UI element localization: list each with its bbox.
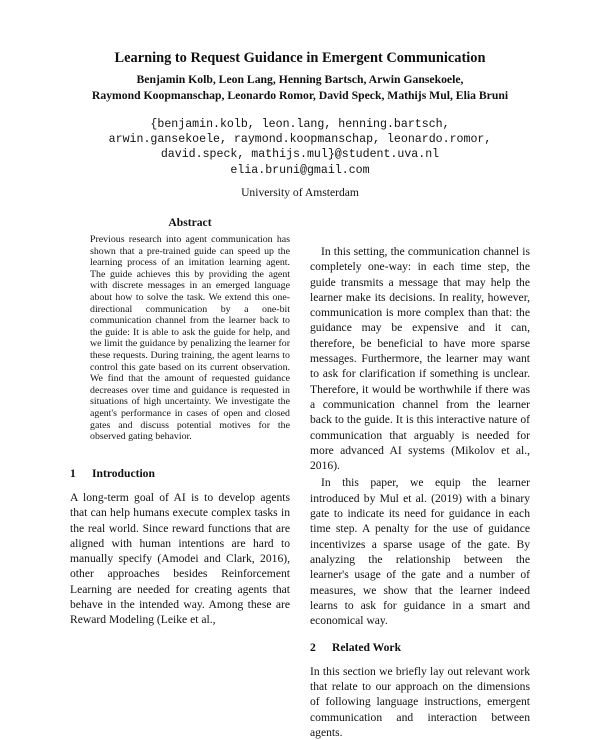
affiliation: University of Amsterdam (241, 186, 359, 199)
emails-line-1: {benjamin.kolb, leon.lang, henning.bartsch, (150, 118, 450, 131)
body-paragraph-1: In this setting, the communication channel is completely one-way: in each time step, the guide transmits a message that may help the learner make its decisions. In reality, however, communication is more complex than that: the guidance may be expensive and it can, therefore, be beneficial to have more sparse messages. Furthermore, the learner may want to ask for clarification if something is unclear. Therefore, it would be worthwhile if there was a communication channel from the learner back to the guide. It is this interactive nature of communication that arguably is needed for more advanced AI systems (Mikolov et al., 2016). (310, 245, 530, 473)
related-work-number: 2 (310, 641, 316, 655)
related-work-heading (310, 640, 530, 655)
paper-title: Learning to Request Guidance in Emergent Communication (114, 50, 486, 66)
emails-line-3: david.speck, mathijs.mul}@student.uva.nl (160, 148, 440, 162)
emails-line-2: arwin.gansekoele, raymond.koopmanschap, leonardo.romor, (108, 133, 492, 147)
authors-line-1: Benjamin Kolb, Leon Lang, Henning Bartsch, Arwin Gansekoele, (136, 73, 464, 86)
author-list (40, 72, 560, 104)
body-paragraph-2: In this paper, we equip the learner introduced by Mul et al. (2019) with a binary gate to indicate its need for guidance in each time step. A penalty for the use of guidance incentivizes a sparse usage of the gate. By analyzing the relationship between the learner's usage of the gate and a number of measures, we show that the learner indeed learns to ask for guidance in a smart and economical way. (310, 476, 530, 628)
introduction-heading (70, 467, 155, 480)
abstract-heading: Abstract (168, 216, 212, 229)
abstract-section (90, 216, 290, 443)
related-work-title: Related Work (332, 641, 402, 655)
abstract-text: Previous research into agent communication has shown that a pre-trained guide can speed up the learning process of an imitation learning agent. The guide achieves this by providing the agent with discrete messages in an emerged language about how to solve the task. We extend this one-directional communication by a one-bit communication channel from the learner back to the guide: It is able to ask the guide for help, and we limit the guidance by penalizing the learner for these requests. During training, the agent learns to control this gate based on its current observation. We find that the amount of requested guidance decreases over time and guidance is requested in situations of high uncertainty. We investigate the agent's performance in cases of open and closed gates and discuss potential motives for the observed gating behavior. (90, 234, 290, 443)
emails-line-4: elia.bruni@gmail.com (230, 163, 370, 177)
introduction-title: Introduction (92, 467, 155, 480)
authors-line-2: Raymond Koopmanschap, Leonardo Romor, David Speck, Mathijs Mul, Elia Bruni (91, 89, 509, 102)
introduction-number: 1 (70, 467, 76, 480)
introduction-text: A long-term goal of AI is to develop agents that can help humans execute complex tasks in the real world. Since reward functions that are aligned with human intentions are hard to manually specify (Amodei and Clark, 2016), other approaches besides Reinforcement Learning are needed for creating agents that behave in the intended way. Among these are Reward Modeling (Leike et al., (70, 491, 290, 627)
right-column (310, 244, 530, 740)
related-work-text: In this section we briefly lay out relevant work that relate to our approach on the dimensions of following language instructions, emergent communication and interaction between agents. (310, 664, 530, 739)
author-emails (40, 117, 560, 178)
